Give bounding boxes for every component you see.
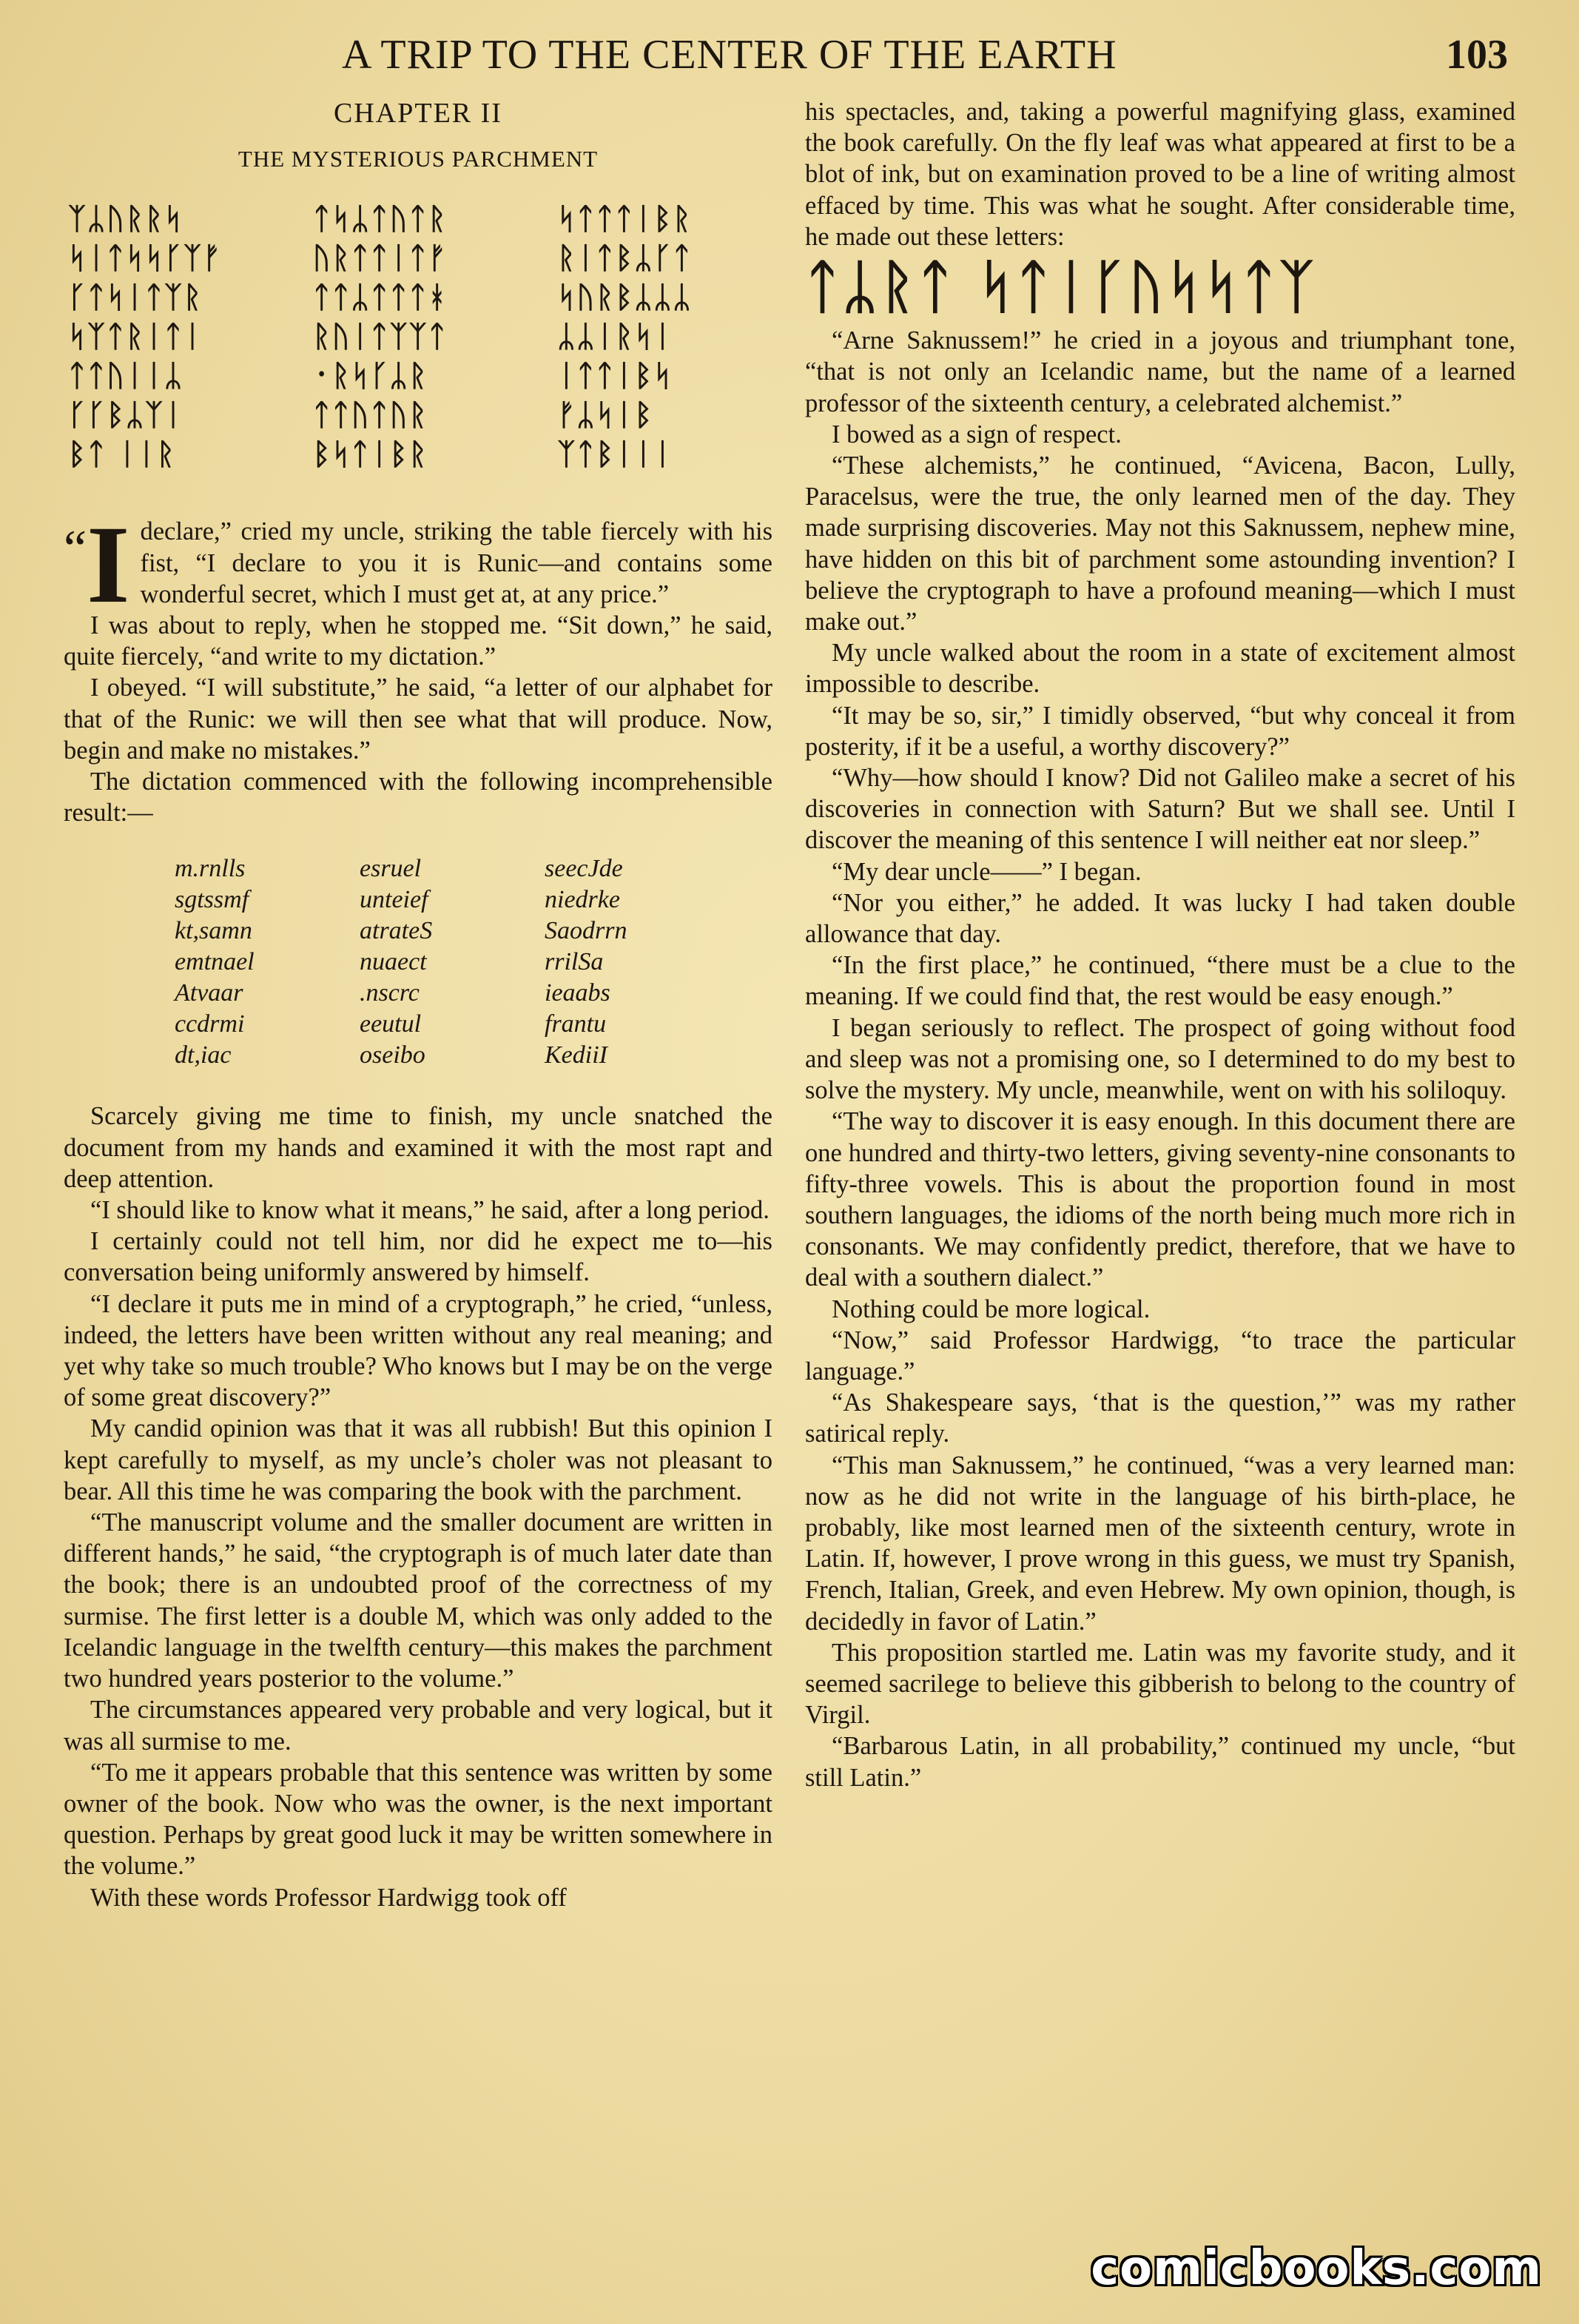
- cipher-cell: unteief: [360, 886, 428, 914]
- rune-line: ᚢᚱᛏᛏᛁᛏᚠ: [312, 241, 448, 276]
- page-number: 103: [1446, 32, 1508, 78]
- paragraph: Scarcely giving me time to finish, my uncle snatched the document from my hands and examined it with the most rapt and deep attention.: [64, 1102, 772, 1193]
- rune-line: ᚴᛏᛋᛁᛏᛉᚱ: [68, 281, 203, 315]
- paragraph: “The manuscript volume and the smaller document are written in different hands,” he said, “the cryptograph is of much later date than the book; there is an undoubted proof of the correctness of my surmise. The first letter is a double M, which was only added to the Icelandic language in the twelfth century—this makes the parchment two hundred years posterior to the volume.”: [64, 1508, 772, 1693]
- cipher-cell: niedrke: [545, 886, 620, 914]
- paragraph: “I should like to know what it means,” he said, after a long period.: [90, 1196, 770, 1225]
- rune-line: ᚠᛦᛋᛁᛒ: [557, 398, 654, 433]
- cipher-cell: seecJde: [545, 855, 623, 883]
- paragraph: I bowed as a sign of respect.: [832, 420, 1122, 449]
- paragraph: “As Shakespeare says, ‘that is the question,’” was my rather satirical reply.: [805, 1388, 1515, 1448]
- paragraph: I obeyed. “I will substitute,” he said, “a letter of our alphabet for that of the Runic: we will then see what that will produce. Now, begin and make no mistakes.”: [64, 674, 772, 765]
- paragraph: “My dear uncle——” I began.: [832, 857, 1142, 886]
- cipher-cell: Saodrrn: [545, 917, 627, 945]
- cipher-table: [175, 853, 772, 1071]
- cipher-cell: ieaabs: [545, 979, 610, 1007]
- paragraph: his spectacles, and, taking a powerful magnifying glass, examined the book carefully. On the fly leaf was what appeared at first to be a blot of ink, but on examination proved to be a line of writing almost effaced by time. This was what he sought. After considerable time, he made out these letters:: [805, 98, 1515, 251]
- site-watermark: comicbooks.com: [1091, 2241, 1542, 2296]
- rune-line: ᛋᛏᛏᛏᛁᛒᚱ: [557, 202, 693, 237]
- paragraph: Nothing could be more logical.: [832, 1294, 1151, 1323]
- paragraph: “This man Saknussem,” he continued, “was a very learned man: now as he did not write in the language of his birth-place, he probably, like most learned men of the sixteenth century, wrote in Latin. If, however, I prove wrong in this guess, we must try Spanish, French, Italian, Greek, and even Hebrew. My own opinion, though, is decidedly in favor of Latin.”: [805, 1451, 1515, 1636]
- cipher-cell: eeutul: [360, 1010, 422, 1038]
- rune-line: ᛏᛏᛦᛏᛏᛏᚼ: [312, 281, 448, 315]
- drop-cap-quote: “: [64, 520, 87, 578]
- rune-line: ᛋᛉᛏᚱᛁᛏᛁ: [68, 320, 203, 355]
- cipher-cell: kt,samn: [175, 917, 252, 945]
- rune-line: ᛋᚢᚱᛒᛦᛦᛦ: [557, 281, 693, 315]
- rune-line: ᛋᛁᛏᛋᛋᚴᛉᚠ: [68, 241, 222, 276]
- rune-line: ᛁᛏᛏᛁᛒᛋ: [557, 359, 673, 394]
- paragraph: With these words Professor Hardwigg took off: [90, 1883, 567, 1912]
- rune-line: ᛒᛏ ᛁᛁᚱ: [68, 437, 176, 472]
- chapter-number: CHAPTER II: [334, 98, 502, 129]
- paragraph: “These alchemists,” he continued, “Avicena, Bacon, Lully, Paracelsus, were the true, the only learned men of the day. They made surprising discoveries. May not this Saknussem, nephew mine, have hidden on this bit of parchment some astounding invention? I believe the cryptograph to have a profound meaning—which I must make out.”: [805, 451, 1515, 637]
- rune-column: [313, 200, 528, 474]
- paragraph: “Barbarous Latin, in all probability,” continued my uncle, “but still Latin.”: [805, 1732, 1515, 1792]
- cipher-cell: nuaect: [360, 948, 427, 976]
- paragraph: I began seriously to reflect. The prospect of going without food and sleep was not a promising one, so I determined to do my best to solve the mystery. My uncle, meanwhile, went on with his soliloquy.: [805, 1013, 1515, 1105]
- rune-line: ᛉᛏᛒᛁᛁᛁ: [557, 437, 673, 472]
- paragraph: “I declare it puts me in mind of a cryptograph,” he cried, “unless, indeed, the letters have been written without any real meaning; and yet why take so much trouble? Who knows but I may be on the verge of some great discovery?”: [64, 1289, 772, 1412]
- right-column: [805, 96, 1515, 1793]
- rune-line: ᛫ᚱᛋᚴᛦᚱ: [312, 359, 428, 394]
- rune-line: ᛏᛏᚢᛏᚢᚱ: [312, 398, 428, 433]
- cipher-cell: rrilSa: [545, 948, 604, 976]
- cipher-cell: emtnael: [175, 948, 255, 976]
- cipher-cell: dt,iac: [175, 1041, 232, 1069]
- rune-line: ᛉᛦᚢᚱᚱᛋ: [68, 202, 184, 237]
- paragraph: “Now,” said Professor Hardwigg, “to trace the particular language.”: [805, 1326, 1515, 1386]
- page-header: [0, 31, 1579, 83]
- rune-line: ᚱᚢᛁᛏᛉᛉᛏ: [312, 320, 448, 355]
- running-title: A TRIP TO THE CENTER OF THE EARTH: [342, 32, 1117, 78]
- opening-paragraph: [64, 503, 772, 627]
- cipher-cell: esruel: [360, 855, 422, 883]
- paragraph: My uncle walked about the room in a state of excitement almost impossible to describe.: [805, 639, 1515, 699]
- paragraph-text: declare,” cried my uncle, striking the table fiercely with his fist, “I declare to you it is Runic—and contains some wonderful secret, which I must get at, at any price.”: [140, 517, 772, 608]
- rune-line: ᚱᛁᛏᛒᛦᚴᛏ: [557, 241, 693, 276]
- paragraph: “Nor you either,” he added. It was lucky I had taken double allowance that day.: [805, 888, 1515, 949]
- runic-inscription: [64, 200, 772, 474]
- paragraph: “The way to discover it is easy enough. In this document there are one hundred and thirty-two letters, giving seventy-nine consonants to fifty-three vowels. This is about the proportion found in most southern languages, the idioms of the north being much more rich in consonants. We may confidently predict, therefore, that we have to deal with a southern dialect.”: [805, 1107, 1515, 1292]
- runic-name-inscription: ᛏᛦᚱᛏ ᛋᛏᛁᚴᚢᛋᛋᛏᛉ: [805, 254, 1317, 321]
- rune-column: [557, 200, 772, 474]
- paragraph: The dictation commenced with the following incomprehensible result:—: [64, 768, 772, 827]
- paragraph: My candid opinion was that it was all rubbish! But this opinion I kept carefully to myself, as my uncle’s choler was not pleasant to bear. All this time he was comparing the book with the parchment.: [64, 1414, 772, 1505]
- paragraph: I certainly could not tell him, nor did he expect me to—his conversation being uniformly answered by himself.: [64, 1227, 772, 1287]
- rune-line: ᚴᚴᛒᛦᛉᛁ: [68, 398, 184, 433]
- cipher-cell: sgtssmf: [175, 886, 249, 914]
- paragraph: “To me it appears probable that this sentence was written by some owner of the book. Now who was the owner, is the next important question. Perhaps by great good luck it may be written somewhere in the volume.”: [64, 1758, 772, 1881]
- paragraph: The circumstances appeared very probable and very logical, but it was all surmise to me.: [64, 1696, 772, 1756]
- rune-line: ᛏᛏᚢᛁᛁᛦ: [68, 359, 184, 394]
- rune-line: ᛏᛋᛦᛏᚢᛏᚱ: [312, 202, 448, 237]
- paragraph: “It may be so, sir,” I timidly observed, “but why conceal it from posterity, if it be a useful, a worthy discovery?”: [805, 701, 1515, 761]
- left-column: [64, 98, 772, 1913]
- cipher-cell: m.rnlls: [175, 855, 246, 883]
- cipher-cell: oseibo: [360, 1041, 425, 1069]
- rune-line: ᛒᛋᛏᛁᛒᚱ: [312, 437, 428, 472]
- cipher-cell: Atvaar: [175, 979, 243, 1007]
- cipher-cell: .nscrc: [360, 979, 420, 1007]
- paragraph: “Arne Saknussem!” he cried in a joyous and triumphant tone, “that is not only an Icelandic name, but the name of a learned professor of the sixteenth century, a celebrated alchemist.”: [805, 326, 1515, 417]
- cipher-cell: atrateS: [360, 917, 433, 945]
- paragraph: “In the first place,” he continued, “there must be a clue to the meaning. If we could find that, the rest would be easy enough.”: [805, 951, 1515, 1011]
- paragraph: “Why—how should I know? Did not Galileo make a secret of his discoveries in connection with Saturn? But we shall see. Until I discover the meaning of this sentence I will neither eat nor sleep.”: [805, 764, 1515, 855]
- cipher-cell: frantu: [545, 1010, 607, 1038]
- paragraph: This proposition startled me. Latin was my favorite study, and it seemed sacrilege to believe this gibberish to belong to the country of Virgil.: [805, 1638, 1515, 1730]
- rune-line: ᛦᛦᛁᚱᛋᛁ: [557, 320, 673, 355]
- rune-column: [68, 200, 283, 474]
- drop-cap: I: [87, 503, 130, 627]
- chapter-title: THE MYSTERIOUS PARCHMENT: [238, 146, 599, 172]
- cipher-cell: KediiI: [545, 1041, 607, 1069]
- paragraph: I was about to reply, when he stopped me. “Sit down,” he said, quite fiercely, “and write to my dictation.”: [64, 611, 772, 671]
- cipher-cell: ccdrmi: [175, 1010, 245, 1038]
